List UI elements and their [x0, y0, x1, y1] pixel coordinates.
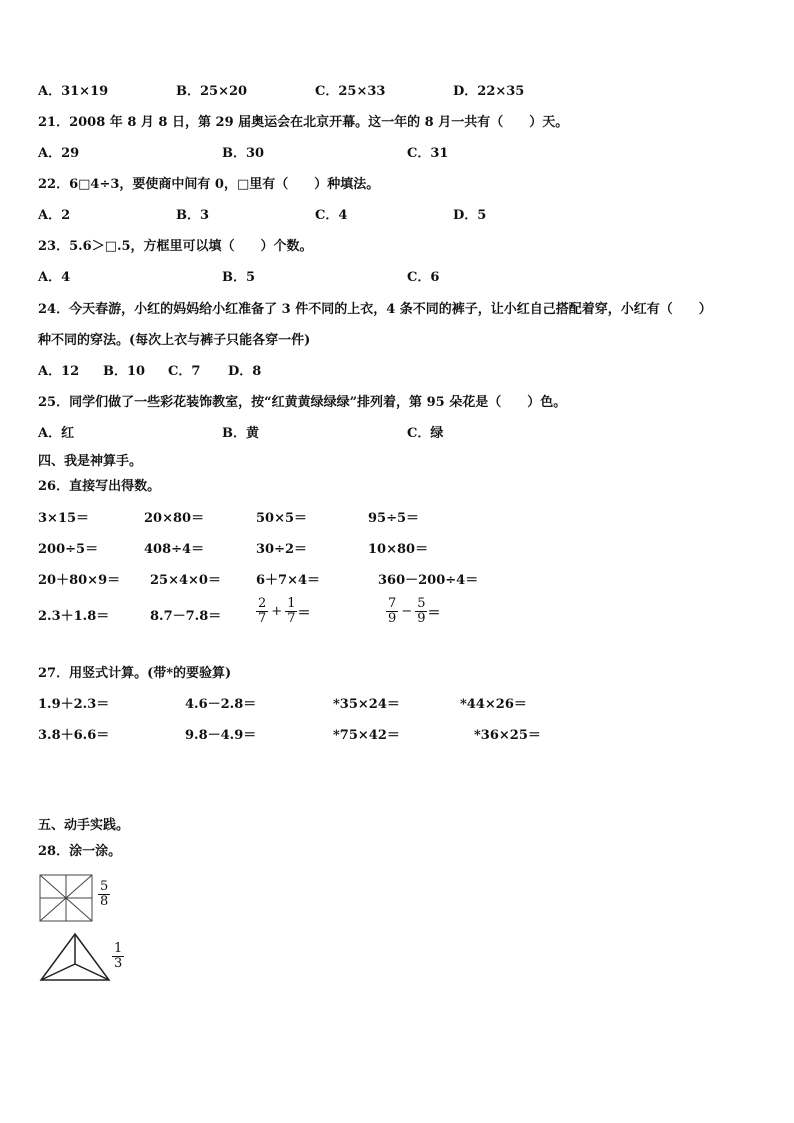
q24-text-line2: 种不同的穿法。(每次上衣与裤子只能各穿一件) — [38, 333, 311, 348]
triangle-thirds-shape[interactable] — [39, 932, 111, 982]
section-5-heading: 五、动手实践。 — [38, 818, 130, 833]
q28-title: 28．涂一涂。 — [38, 844, 122, 859]
q26-fraction-expression-2 — [386, 597, 440, 626]
frac2-equals: ＝ — [427, 606, 441, 621]
q20-option-b: B．25×20 — [176, 84, 248, 99]
q26-r3-c2: 25×4×0＝ — [150, 573, 221, 588]
frac1-operator: + — [271, 604, 283, 619]
frac2-operator: − — [401, 604, 413, 619]
q27-r1-c4: *44×26＝ — [460, 697, 527, 712]
q27-title: 27．用竖式计算。(带*的要验算) — [38, 666, 232, 681]
section-4-heading: 四、我是神算手。 — [38, 454, 143, 469]
frac2-numerator-2: 5 — [417, 596, 426, 611]
triangle-fraction-label — [112, 942, 124, 971]
q21-text: 21．2008 年 8 月 8 日，第 29 届奥运会在北京开幕。这一年的 8 月一共有（ ）天。 — [38, 115, 569, 130]
square-fraction-label — [98, 880, 110, 909]
q23-text: 23．5.6＞□.5，方框里可以填（ ）个数。 — [38, 239, 313, 254]
q26-r1-c2: 20×80＝ — [144, 511, 205, 526]
q26-r2-c4: 10×80＝ — [368, 542, 429, 557]
q27-r1-c2: 4.6－2.8＝ — [185, 697, 257, 712]
q27-r2-c1: 3.8＋6.6＝ — [38, 728, 110, 743]
q27-r2-c4: *36×25＝ — [474, 728, 541, 743]
square-eighths-shape[interactable] — [39, 874, 93, 922]
q25-option-b: B．黄 — [222, 426, 259, 441]
square-fraction-denominator: 8 — [100, 894, 109, 909]
q26-r3-c4: 360－200÷4＝ — [378, 573, 479, 588]
q22-option-d: D．5 — [453, 208, 487, 223]
q27-r1-c1: 1.9＋2.3＝ — [38, 697, 110, 712]
q26-r2-c1: 200÷5＝ — [38, 542, 99, 557]
q26-r1-c3: 50×5＝ — [256, 511, 308, 526]
q24-option-a: A．12 — [38, 364, 80, 379]
q22-option-b: B．3 — [176, 208, 210, 223]
q26-r3-c3: 6＋7×4＝ — [256, 573, 321, 588]
square-fraction-numerator: 5 — [100, 879, 109, 894]
q26-r2-c2: 408÷4＝ — [144, 542, 205, 557]
q21-option-b: B．30 — [222, 146, 265, 161]
q24-text-line1: 24．今天春游，小红的妈妈给小红准备了 3 件不同的上衣，4 条不同的裤子，让小红自己搭配着穿，小红有（ ） — [38, 302, 712, 317]
frac2-denominator-2: 9 — [417, 611, 426, 626]
q24-option-b: B．10 — [103, 364, 146, 379]
q22-option-a: A．2 — [38, 208, 71, 223]
q21-option-c: C．31 — [407, 146, 449, 161]
frac2-denominator-1: 9 — [388, 611, 397, 626]
frac1-denominator-2: 7 — [287, 611, 296, 626]
q25-text: 25．同学们做了一些彩花装饰教室，按“红黄黄绿绿绿”排列着，第 95 朵花是（ ）色。 — [38, 395, 567, 410]
q25-option-a: A．红 — [38, 426, 75, 441]
q23-option-c: C．6 — [407, 270, 440, 285]
q24-option-c: C．7 — [168, 364, 201, 379]
q23-option-a: A．4 — [38, 270, 71, 285]
q23-option-b: B．5 — [222, 270, 256, 285]
q20-option-c: C．25×33 — [315, 84, 386, 99]
triangle-fraction-numerator: 1 — [114, 941, 123, 956]
q24-option-d: D．8 — [228, 364, 262, 379]
q26-fraction-expression-1 — [256, 597, 310, 626]
q22-text: 22．6□4÷3，要使商中间有 0，□里有（ ）种填法。 — [38, 177, 380, 192]
q20-option-d: D．22×35 — [453, 84, 525, 99]
q21-option-a: A．29 — [38, 146, 80, 161]
q20-option-a: A．31×19 — [38, 84, 109, 99]
q26-r2-c3: 30÷2＝ — [256, 542, 308, 557]
q25-option-c: C．绿 — [407, 426, 444, 441]
frac2-numerator-1: 7 — [388, 596, 397, 611]
q26-r1-c1: 3×15＝ — [38, 511, 90, 526]
frac1-numerator-1: 2 — [258, 596, 267, 611]
q27-r2-c2: 9.8－4.9＝ — [185, 728, 257, 743]
q26-r1-c4: 95÷5＝ — [368, 511, 420, 526]
q27-r2-c3: *75×42＝ — [333, 728, 400, 743]
q26-r4-c2: 8.7－7.8＝ — [150, 609, 222, 624]
frac1-denominator-1: 7 — [258, 611, 267, 626]
q22-option-c: C．4 — [315, 208, 348, 223]
q27-r1-c3: *35×24＝ — [333, 697, 400, 712]
frac1-equals: ＝ — [297, 606, 311, 621]
frac1-numerator-2: 1 — [287, 596, 296, 611]
q26-r3-c1: 20＋80×9＝ — [38, 573, 121, 588]
q26-title: 26．直接写出得数。 — [38, 479, 161, 494]
triangle-fraction-denominator: 3 — [114, 956, 123, 971]
q26-r4-c1: 2.3＋1.8＝ — [38, 609, 110, 624]
